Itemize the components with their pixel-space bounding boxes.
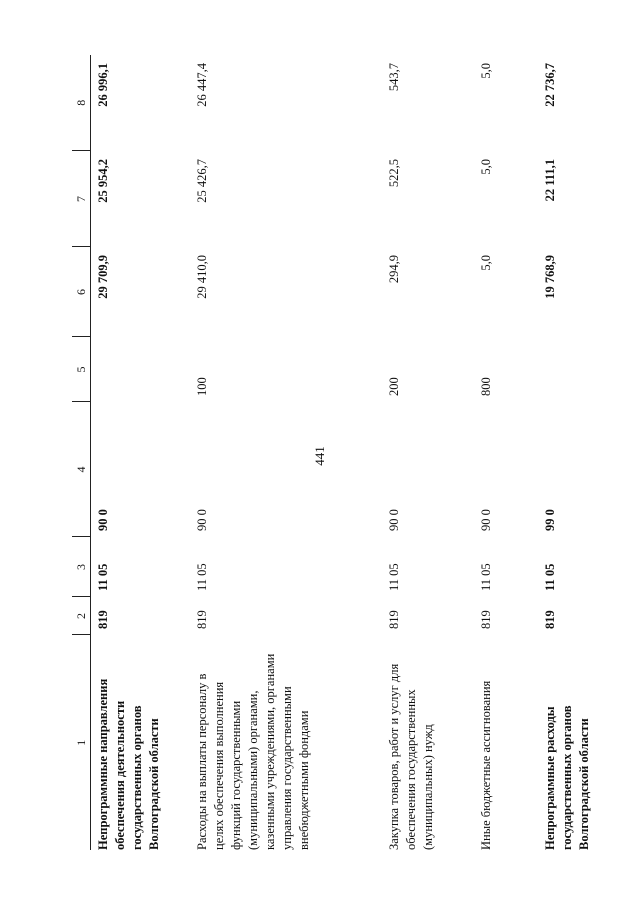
budget-table [72,55,597,850]
row-name: Непрограммные расходы государственных органов Волгоградской области [543,705,591,850]
cell-ministry-code: 819 [96,610,110,629]
cell-expense-type: 200 [387,377,401,396]
row-name: Непрограммные направления обеспечения деятельности государственных органов Волгоградской области [96,678,161,850]
cell-amount-1: 5,0 [479,255,493,271]
cell-section-code: 11 05 [479,563,493,591]
header-col-1: 1 [72,635,91,850]
cell-target-code: 90 0 [96,509,110,531]
cell-amount-3: 543,7 [387,63,401,92]
cell-expense-type [91,337,191,402]
cell-section-code: 11 05 [543,563,557,591]
cell-amount-2: 22 111,1 [543,159,557,202]
row-name: Закупка товаров, работ и услуг для обеспечения государственных (муниципальных) нужд [387,663,435,850]
cell-target-code: 99 0 [543,509,557,531]
table-row [190,55,382,850]
cell-amount-1: 29 709,9 [96,255,110,299]
cell-target-code: 90 0 [195,509,209,531]
header-col-8: 8 [72,55,91,151]
table-row [382,55,474,850]
header-col-6: 6 [72,247,91,337]
cell-target-code: 90 0 [479,509,493,531]
cell-amount-2: 522,5 [387,159,401,188]
cell-ministry-code: 819 [195,610,209,629]
header-col-5: 5 [72,337,91,402]
cell-amount-2: 5,0 [479,159,493,175]
header-col-3: 3 [72,537,91,597]
cell-amount-3: 22 736,7 [543,63,557,107]
table-row [538,55,597,850]
cell-amount-3: 5,0 [479,63,493,79]
cell-ministry-code: 819 [387,610,401,629]
cell-target-code: 90 0 [387,509,401,531]
row-name: Иные бюджетные ассигнования [479,680,493,850]
table-row [474,55,538,850]
header-col-2: 2 [72,597,91,635]
cell-section-code: 11 05 [96,563,110,591]
header-col-4: 4 [72,402,91,537]
table-row [91,55,191,850]
cell-section-code: 11 05 [195,563,209,591]
column-number-header [72,55,91,850]
cell-expense-type: 100 [195,377,209,396]
cell-expense-type: 800 [479,377,493,396]
cell-amount-2: 25 426,7 [195,159,209,203]
cell-amount-2: 25 954,2 [96,159,110,203]
cell-section-code: 11 05 [387,563,401,591]
page-number: 441 [312,446,327,466]
budget-table-sheet [72,55,632,850]
cell-amount-3: 26 996,1 [96,63,110,107]
cell-amount-1: 29 410,0 [195,255,209,299]
cell-expense-type [538,337,597,402]
cell-ministry-code: 819 [479,610,493,629]
header-col-7: 7 [72,151,91,247]
row-name: Расходы на выплаты персоналу в целях обеспечения выполнения функций государственными (муниципальными) органами, казенными учреждениями, органами управления государственными внебюджетными фондами [195,653,311,850]
cell-amount-3: 26 447,4 [195,63,209,107]
cell-ministry-code: 819 [543,610,557,629]
cell-amount-1: 294,9 [387,255,401,284]
cell-amount-1: 19 768,9 [543,255,557,299]
